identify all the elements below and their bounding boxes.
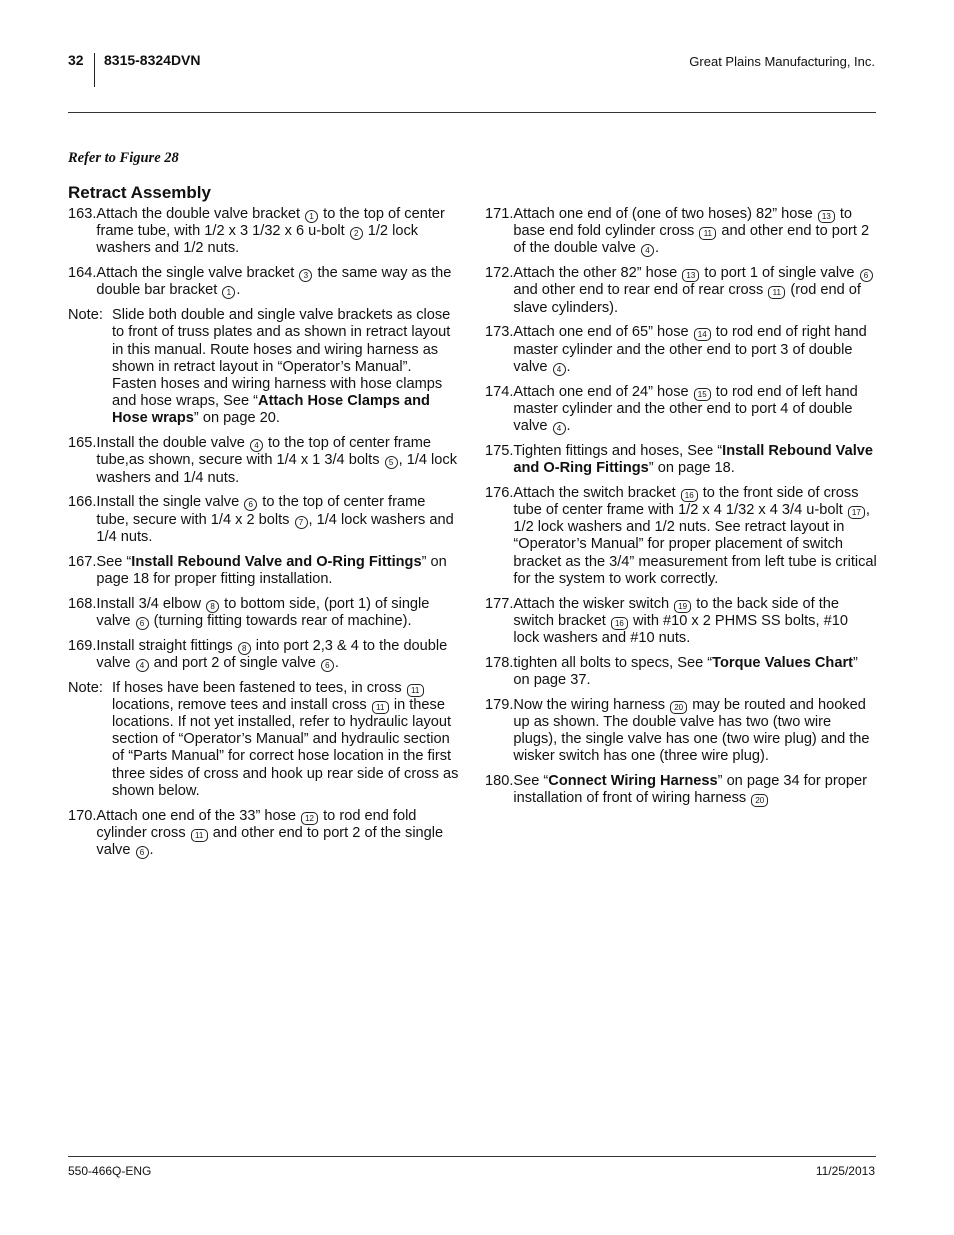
left-column xyxy=(68,206,460,867)
step-text: Install the double valve 4 to the top of center frame tube,as shown, secure with 1/4 x 1 3/4 bolts 5 , 1/4 lock washers and 1/4 nuts. xyxy=(96,435,457,486)
callout-circle: 6 xyxy=(136,617,149,630)
callout-circle: 1 xyxy=(222,286,235,299)
company-name: Great Plains Manufacturing, Inc. xyxy=(689,54,875,69)
step-number: 175. xyxy=(485,442,514,459)
callout-circle: 15 xyxy=(694,388,711,401)
callout-circle: 17 xyxy=(848,506,865,519)
cross-reference: Install Rebound Valve and O-Ring Fittings xyxy=(513,442,874,477)
note-text: Slide both double and single valve brackets as close to front of truss plates and as shown in retract layout in this manual. Route hoses and wiring harness as shown in retract layout in “Operator’s Manual”. Fasten hoses and wiring harness with hose clamps and hose wraps, See “Attach Hose Clamps and Hose wraps” on page 20. xyxy=(112,307,451,427)
cross-reference: Torque Values Chart xyxy=(712,654,853,671)
callout-circle: 7 xyxy=(295,516,308,529)
revision-date: 11/25/2013 xyxy=(815,1164,875,1178)
footer-rule xyxy=(68,1156,876,1157)
callout-circle: 11 xyxy=(372,701,389,714)
step-number: 163. xyxy=(68,206,97,222)
figure-reference: Refer to Figure 28 xyxy=(68,150,179,166)
callout-circle: 8 xyxy=(238,642,251,655)
step-number: 169. xyxy=(68,637,97,654)
note-1 xyxy=(68,307,460,427)
callout-circle: 14 xyxy=(694,328,711,341)
step-text: See “Connect Wiring Harness” on page 34 for proper installation of front of wiring harness 20 xyxy=(513,773,867,807)
step-number: 173. xyxy=(485,324,514,341)
callout-circle: 8 xyxy=(206,600,219,613)
step-number: 179. xyxy=(485,696,514,713)
step-text: Install 3/4 elbow 8 to bottom side, (port 1) of single valve 6 (turning fitting towards rear of machine). xyxy=(96,595,430,629)
step-165 xyxy=(68,435,460,487)
note-label: Note: xyxy=(68,307,103,324)
callout-circle: 4 xyxy=(641,244,654,257)
callout-circle: 4 xyxy=(553,363,566,376)
step-text: Install the single valve 6 to the top of center frame tube, secure with 1/4 x 2 bolts 7 , 1/4 lock washers and 1/4 nuts. xyxy=(96,494,454,545)
step-text: Install straight fittings 8 into port 2,3 & 4 to the double valve 4 and port 2 of single valve 6 . xyxy=(96,637,448,671)
section-title: Retract Assembly xyxy=(68,183,211,202)
step-number: 164. xyxy=(68,265,97,282)
callout-circle: 6 xyxy=(244,498,257,511)
step-167 xyxy=(68,554,460,588)
step-169 xyxy=(68,638,460,672)
step-text: Attach the other 82” hose 13 to port 1 of single valve 6 and other end to rear end of rear cross 11 (rod end of slave cylinders). xyxy=(513,265,877,317)
step-172 xyxy=(485,265,877,317)
callout-circle: 6 xyxy=(321,659,334,672)
step-number: 180. xyxy=(485,773,514,790)
step-text: Attach the switch bracket 16 to the front side of cross tube of center frame with 1/2 x 4 1/32 x 4 3/4 u-bolt 17 , 1/2 lock washers and 1/2 nuts. See retract layout in “Operator’s Manual” for proper placement of switch bracket as the 3/4” measurement from left tube is critical for the system to work correctly. xyxy=(513,484,877,587)
step-163 xyxy=(68,206,460,258)
callout-circle: 13 xyxy=(818,210,835,223)
cross-reference: Install Rebound Valve and O-Ring Fittings xyxy=(131,553,422,570)
step-166 xyxy=(68,494,460,546)
note-2 xyxy=(68,680,460,800)
step-text: Attach one end of 24” hose 15 to rod end of left hand master cylinder and the other end to port 4 of double valve 4 . xyxy=(513,383,858,435)
step-text: Attach the double valve bracket 1 to the top of center frame tube, with 1/2 x 3 1/32 x 6 u-bolt 2 1/2 lock washers and 1/2 nuts. xyxy=(96,206,445,257)
step-number: 177. xyxy=(485,595,514,612)
callout-circle: 4 xyxy=(553,422,566,435)
step-number: 174. xyxy=(485,383,514,400)
step-175 xyxy=(485,443,877,477)
callout-circle: 3 xyxy=(299,269,312,282)
step-text: Attach one end of the 33” hose 12 to rod end fold cylinder cross 11 and other end to port 2 of the single valve 6 . xyxy=(96,807,444,859)
step-number: 170. xyxy=(68,807,97,824)
step-174 xyxy=(485,384,877,436)
callout-circle: 4 xyxy=(136,659,149,672)
right-column xyxy=(485,206,877,815)
note-label: Note: xyxy=(68,679,103,696)
step-number: 167. xyxy=(68,553,97,570)
callout-circle: 5 xyxy=(385,456,398,469)
cross-reference: Attach Hose Clamps and Hose wraps xyxy=(112,393,430,427)
callout-circle: 6 xyxy=(136,846,149,859)
header-divider xyxy=(94,53,95,87)
header-rule xyxy=(68,112,876,113)
step-number: 178. xyxy=(485,654,514,671)
callout-circle: 11 xyxy=(191,829,208,842)
step-number: 168. xyxy=(68,595,97,612)
step-number: 176. xyxy=(485,484,514,501)
step-text: Tighten fittings and hoses, See “Install Rebound Valve and O-Ring Fittings” on page 18. xyxy=(513,442,874,477)
callout-circle: 19 xyxy=(674,600,691,613)
step-text: Attach one end of (one of two hoses) 82” hose 13 to base end fold cylinder cross 11 and other end to port 2 of the double valve 4 . xyxy=(513,206,870,257)
cross-reference: Connect Wiring Harness xyxy=(548,773,718,790)
step-text: tighten all bolts to specs, See “Torque Values Chart” on page 37. xyxy=(513,654,858,689)
step-text: See “Install Rebound Valve and O-Ring Fittings” on page 18 for proper fitting installation. xyxy=(96,553,447,587)
step-text: Now the wiring harness 20 may be routed and hooked up as shown. The double valve has two (two wire plugs), the single valve has one (two wire plug) and the wisker switch has one (three wire plug). xyxy=(513,696,870,765)
step-173 xyxy=(485,324,877,376)
step-number: 165. xyxy=(68,435,97,452)
step-177 xyxy=(485,596,877,648)
callout-circle: 13 xyxy=(682,269,699,282)
step-179 xyxy=(485,697,877,766)
step-number: 166. xyxy=(68,494,97,511)
callout-circle: 16 xyxy=(611,617,628,630)
callout-circle: 1 xyxy=(305,210,318,223)
step-178 xyxy=(485,655,877,689)
callout-circle: 20 xyxy=(751,794,768,807)
step-text: Attach the single valve bracket 3 the same way as the double bar bracket 1 . xyxy=(96,265,452,299)
note-text: If hoses have been fastened to tees, in cross 11 locations, remove tees and install cross 11 in these locations. If not yet installed, refer to hydraulic layout section of “Operator’s Manual” and hydraulic section of “Parts Manual” for correct hose location in the first three sides of cross and hook up rear side of cross as shown below. xyxy=(112,679,459,799)
step-171 xyxy=(485,206,877,258)
callout-circle: 20 xyxy=(670,701,687,714)
step-text: Attach the wisker switch 19 to the back side of the switch bracket 16 with #10 x 2 PHMS SS bolts, #10 lock washers and #10 nuts. xyxy=(513,595,848,647)
step-text: Attach one end of 65” hose 14 to rod end of right hand master cylinder and the other end to port 3 of double valve 4 . xyxy=(513,324,867,375)
step-170 xyxy=(68,808,460,860)
step-number: 172. xyxy=(485,265,514,282)
callout-circle: 2 xyxy=(350,227,363,240)
callout-circle: 11 xyxy=(768,286,785,299)
step-168 xyxy=(68,596,460,630)
callout-circle: 12 xyxy=(301,812,318,825)
callout-circle: 16 xyxy=(681,489,698,502)
callout-circle: 11 xyxy=(407,684,424,697)
callout-circle: 6 xyxy=(860,269,873,282)
step-number: 171. xyxy=(485,206,514,222)
document-number: 550-466Q-ENG xyxy=(68,1164,152,1178)
page-number: 32 xyxy=(68,52,84,68)
step-164 xyxy=(68,265,460,299)
step-176 xyxy=(485,485,877,588)
callout-circle: 4 xyxy=(250,439,263,452)
step-180 xyxy=(485,773,877,807)
model-number: 8315-8324DVN xyxy=(104,52,201,68)
callout-circle: 11 xyxy=(699,227,716,240)
